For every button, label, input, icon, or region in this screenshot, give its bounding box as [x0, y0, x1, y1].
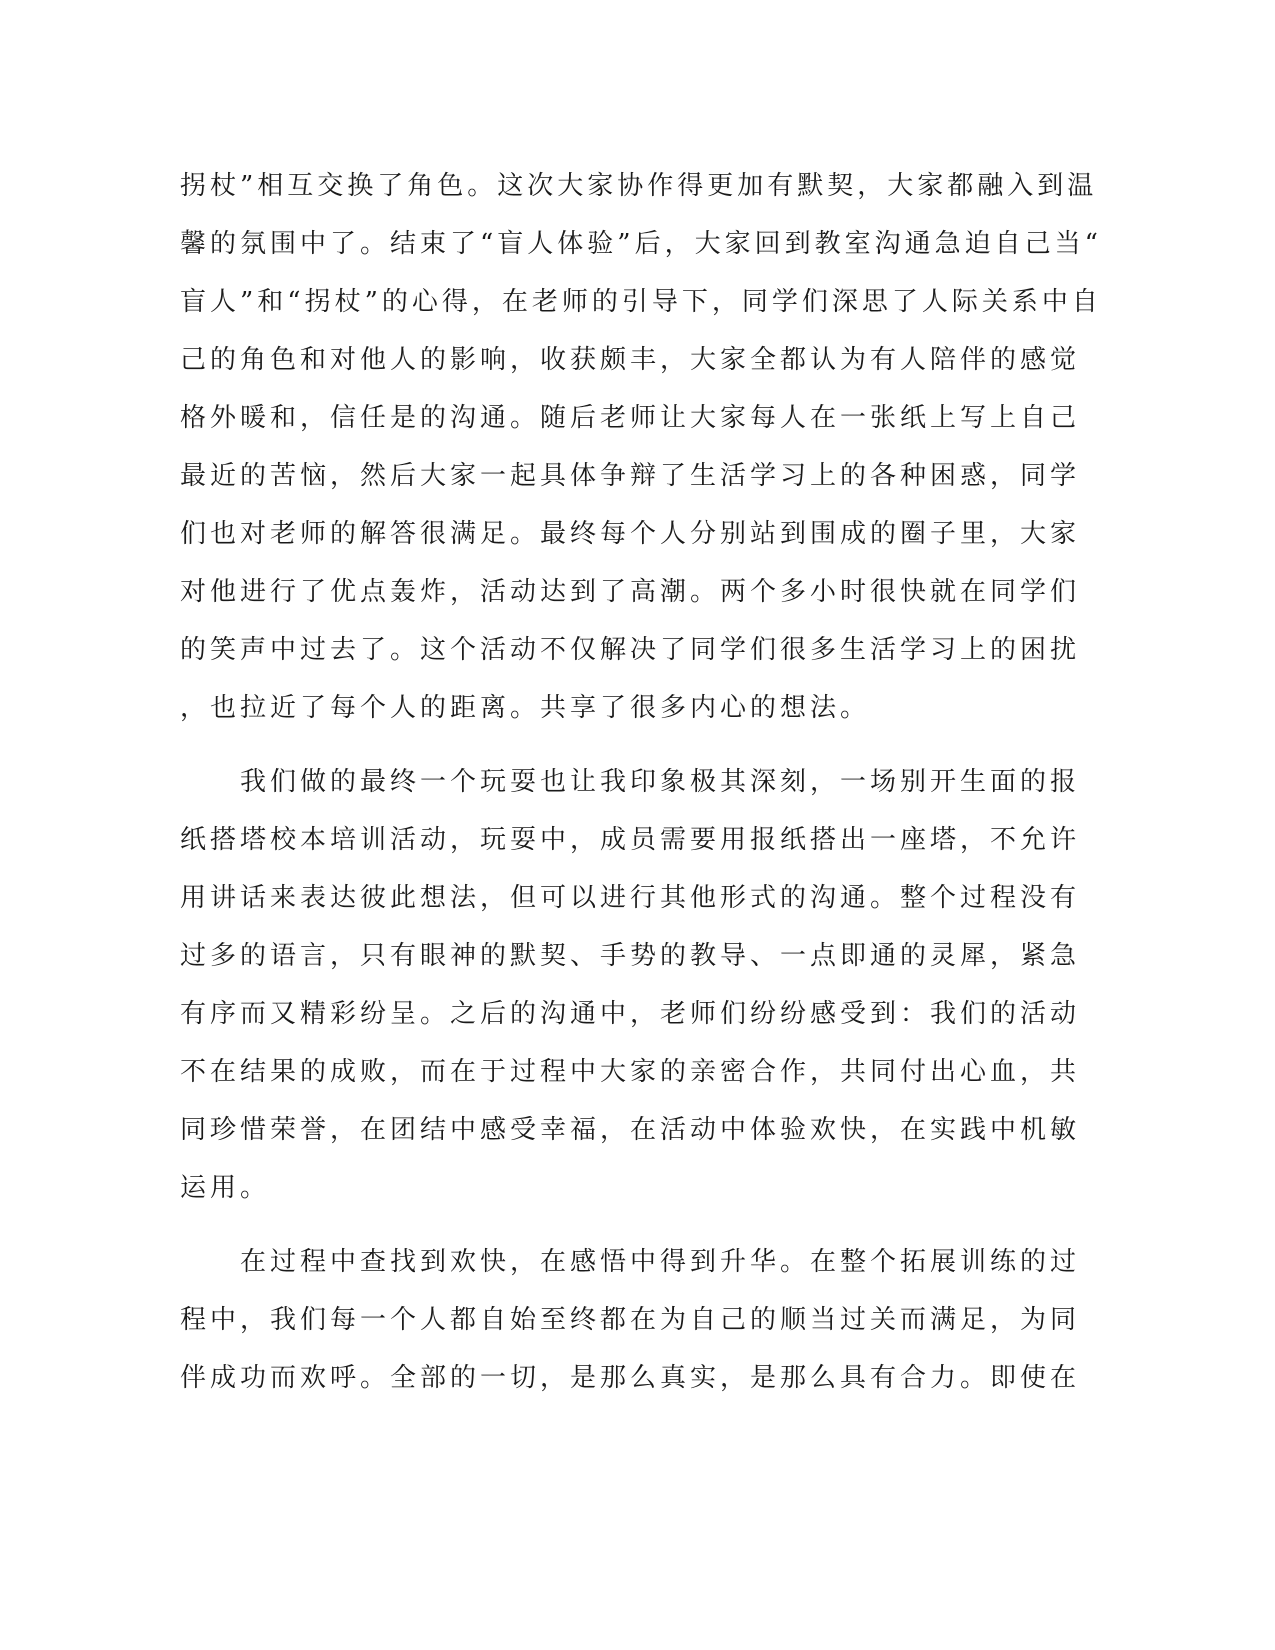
text-line: 格外暖和，信任是的沟通。随后老师让大家每人在一张纸上写上自己	[180, 403, 1081, 433]
text-line: 程中，我们每一个人都自始至终都在为自己的顺当过关而满足，为同	[180, 1305, 1081, 1335]
text-line: 盲人”和“拐杖”的心得，在老师的引导下，同学们深思了人际关系中自	[180, 287, 1102, 317]
text-line: 纸搭塔校本培训活动，玩耍中，成员需要用报纸搭出一座塔，不允许	[180, 825, 1081, 855]
text-line: 对他进行了优点轰炸，活动达到了高潮。两个多小时很快就在同学们	[180, 577, 1081, 607]
text-line: 过多的语言，只有眼神的默契、手势的教导、一点即通的灵犀，紧急	[180, 941, 1081, 971]
paragraph-gap	[180, 737, 1060, 753]
text-line: 伴成功而欢呼。全部的一切，是那么真实，是那么具有合力。即使在	[180, 1363, 1081, 1393]
text-line: 己的角色和对他人的影响，收获颇丰，大家全都认为有人陪伴的感觉	[180, 345, 1081, 375]
text-line: 拐杖”相互交换了角色。这次大家协作得更加有默契，大家都融入到温	[180, 171, 1098, 201]
text-line: 的笑声中过去了。这个活动不仅解决了同学们很多生活学习上的困扰	[180, 635, 1081, 665]
text-line: 不在结果的成败，而在于过程中大家的亲密合作，共同付出心血，共	[180, 1057, 1081, 1087]
text-line: 用讲话来表达彼此想法，但可以进行其他形式的沟通。整个过程没有	[180, 883, 1081, 913]
text-line: 们也对老师的解答很满足。最终每个人分别站到围成的圈子里，大家	[180, 519, 1081, 549]
text-line: 同珍惜荣誉，在团结中感受幸福，在活动中体验欢快，在实践中机敏	[180, 1115, 1081, 1145]
text-line: 馨的氛围中了。结束了“盲人体验”后，大家回到教室沟通急迫自己当“	[180, 229, 1102, 259]
document-body	[180, 157, 1102, 1407]
text-line: 运用。	[180, 1173, 271, 1203]
paragraph-gap	[180, 1217, 1060, 1233]
text-line: ，也拉近了每个人的距离。共享了很多内心的想法。	[180, 693, 871, 723]
text-line: 最近的苦恼，然后大家一起具体争辩了生活学习上的各种困惑，同学	[180, 461, 1081, 491]
text-line: 有序而又精彩纷呈。之后的沟通中，老师们纷纷感受到：我们的活动	[180, 999, 1081, 1029]
text-line: 我们做的最终一个玩耍也让我印象极其深刻，一场别开生面的报	[180, 767, 1081, 797]
text-line: 在过程中查找到欢快，在感悟中得到升华。在整个拓展训练的过	[180, 1247, 1081, 1277]
